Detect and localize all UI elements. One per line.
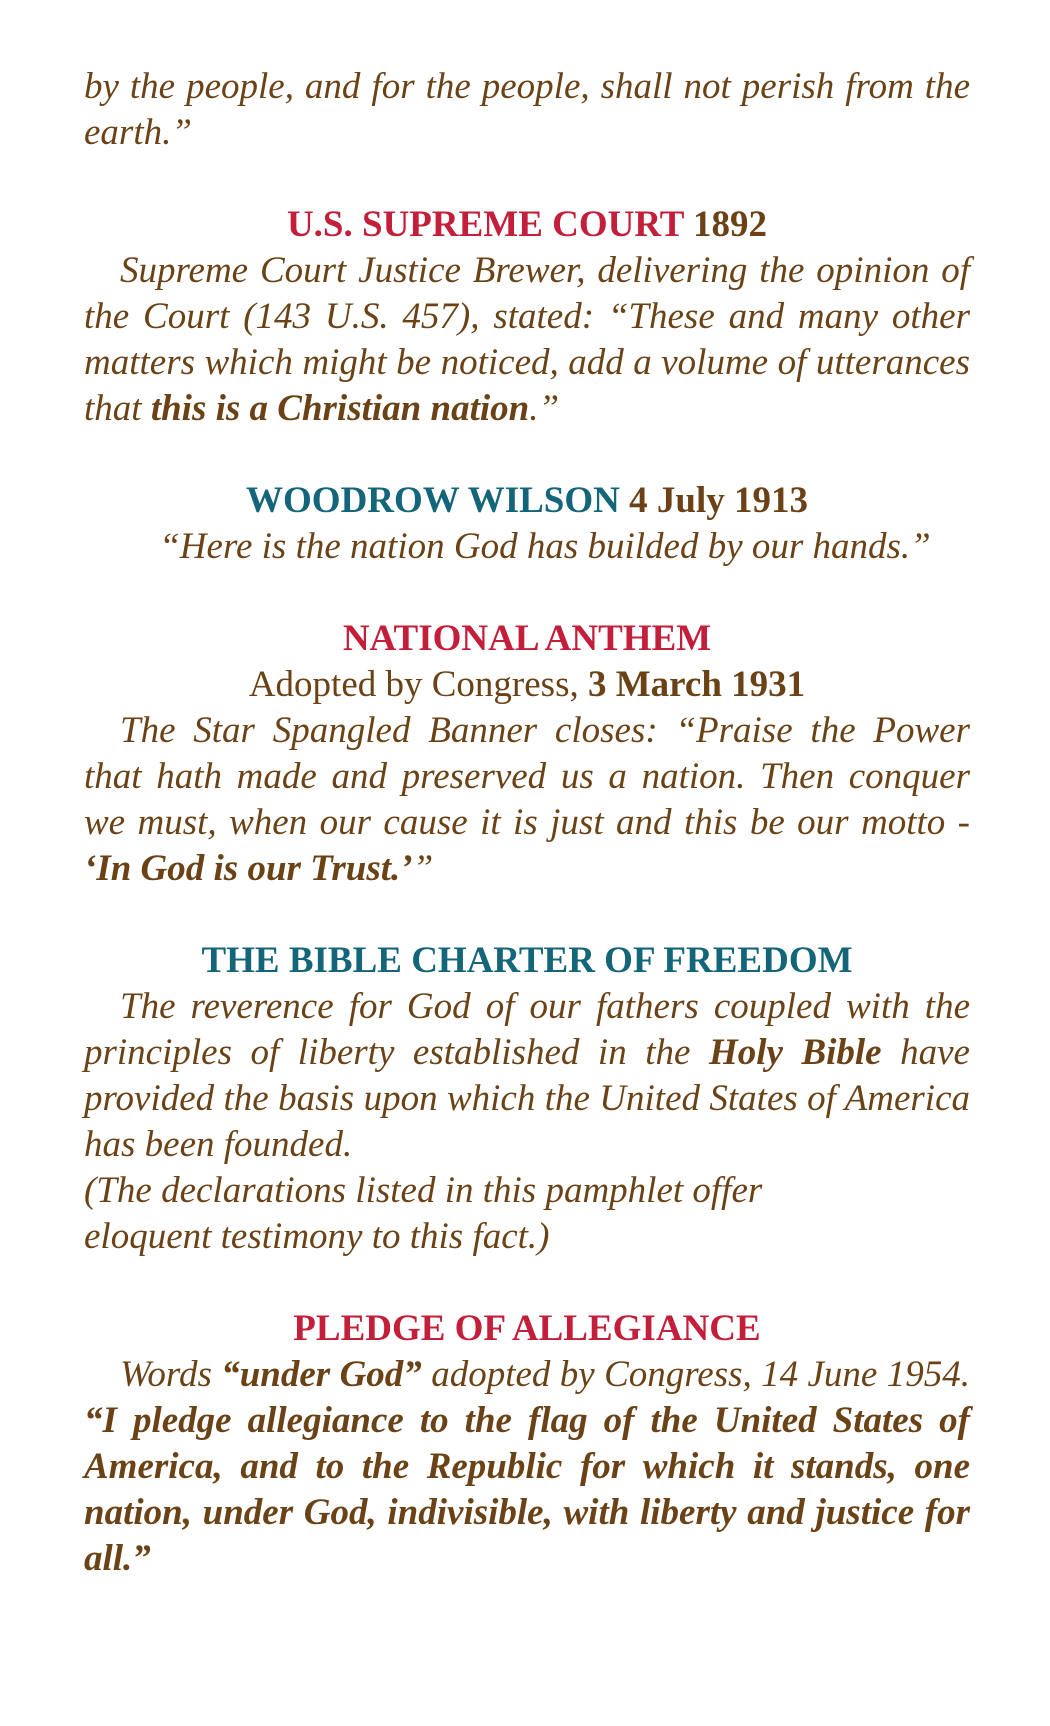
anthem-paragraph: [84, 708, 970, 892]
anthem-heading: [84, 616, 970, 662]
bible-heading: [84, 938, 970, 984]
anthem-adopted-date: 3 March 1931: [587, 664, 806, 705]
bible-note-line-2: [84, 1214, 970, 1260]
pledge-text: Words: [120, 1354, 222, 1395]
supreme-court-text-end: .”: [529, 388, 560, 429]
wilson-title: WOODROW WILSON: [246, 480, 620, 521]
bible-text: The reverence for God of our fathers coupled with the principles of liberty established in the: [84, 986, 970, 1073]
supreme-court-year: 1892: [693, 204, 768, 245]
anthem-title: NATIONAL ANTHEM: [342, 618, 712, 659]
bible-title: THE BIBLE CHARTER OF FREEDOM: [201, 940, 853, 981]
bible-emphasis: Holy Bible: [708, 1032, 882, 1073]
supreme-court-paragraph: [84, 248, 970, 432]
pledge-paragraph: [84, 1352, 970, 1582]
wilson-date: 4 July 1913: [629, 480, 808, 521]
supreme-court-text: Supreme Court Justice Brewer, delivering the opinion of the Court (143 U.S. 457), stated: “These and many other matters which might be noticed, add a volume of utterances that: [84, 250, 970, 429]
pledge-text-middle: adopted by Congress, 14 June 1954.: [421, 1354, 970, 1395]
anthem-adopted-prefix: Adopted by Congress,: [248, 664, 588, 705]
bible-text-end: have provided the basis upon which the United States of America has been founded.: [84, 1032, 970, 1165]
anthem-text: The Star Spangled Banner closes: “Praise the Power that hath made and preserved us a nation. Then conquer we must, when our cause it is just and this be our motto -: [84, 710, 970, 843]
pledge-emphasis-quote: “I pledge allegiance to the flag of the United States of America, and to the Republic for which it stands, one nation, under God, indivisible, with liberty and justice for all.”: [84, 1400, 970, 1579]
wilson-quote: “Here is the nation God has builded by our hands.”: [159, 526, 931, 567]
bible-paragraph: [84, 984, 970, 1168]
section-gap: [84, 570, 970, 616]
intro-paragraph: [84, 64, 970, 156]
anthem-emphasis: ‘In God is our Trust.’: [84, 848, 413, 889]
section-gap: [84, 1260, 970, 1306]
anthem-adopted: [84, 662, 970, 708]
supreme-court-title: U.S. SUPREME COURT: [286, 204, 684, 245]
bible-note-1: (The declarations listed in this pamphlet offer: [84, 1170, 763, 1211]
pledge-heading: [84, 1306, 970, 1352]
section-gap: [84, 432, 970, 478]
anthem-text-end: ”: [412, 848, 434, 889]
bible-note-2: eloquent testimony to this fact.): [84, 1216, 550, 1257]
wilson-quote-paragraph: [84, 524, 970, 570]
pledge-title: PLEDGE OF ALLEGIANCE: [293, 1308, 761, 1349]
intro-text: by the people, and for the people, shall not perish from the earth.”: [84, 66, 970, 153]
pledge-emphasis-under-god: “under God”: [221, 1354, 422, 1395]
supreme-court-heading: [84, 202, 970, 248]
section-gap: [84, 892, 970, 938]
bible-note-line-1: [84, 1168, 970, 1214]
wilson-heading: [84, 478, 970, 524]
supreme-court-emphasis: this is a Christian nation: [150, 388, 530, 429]
section-gap: [84, 156, 970, 202]
